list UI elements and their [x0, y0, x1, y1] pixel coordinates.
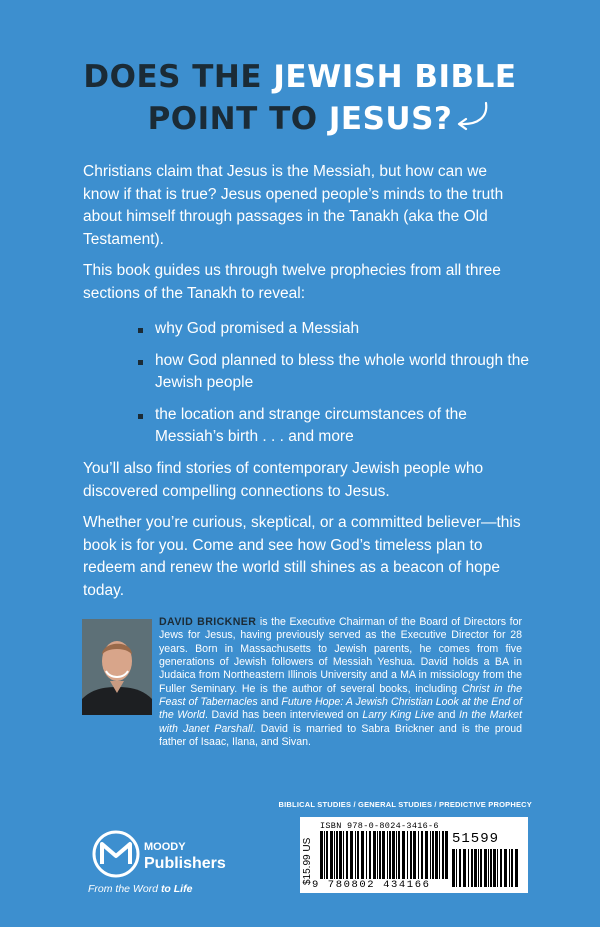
barcode-bar	[480, 849, 482, 887]
isbn-text: ISBN 978-0-8024-3416-6	[320, 821, 439, 831]
barcode-bar	[439, 831, 440, 879]
barcode-bar	[471, 849, 473, 887]
logo-text-publishers: Publishers	[144, 855, 226, 872]
barcode-bar	[326, 831, 328, 879]
price-label	[302, 825, 316, 885]
barcode-bar	[382, 831, 385, 879]
barcode-bar	[463, 849, 466, 887]
barcode-bar	[373, 831, 376, 879]
author-name: DAVID BRICKNER	[159, 616, 257, 628]
barcode-bar	[493, 849, 496, 887]
bullet-item-birth: the location and strange circumstances of the Messiah’s birth . . . and more	[135, 404, 535, 449]
barcode-bar	[445, 831, 448, 879]
barcode-bar	[334, 831, 335, 879]
barcode-bar	[369, 831, 371, 879]
headline-line-2	[0, 98, 600, 140]
barcode-box	[300, 817, 528, 893]
barcode-bar	[402, 831, 405, 879]
headline-line1-light: JEWISH BIBLE	[273, 59, 517, 95]
tagline-prefix: From the Word	[88, 883, 161, 895]
bio-text-3: . David is married to Sabra Brickner and is the proud father of Isaac, Ilana, and Sivan.	[159, 722, 522, 749]
barcode-bar	[500, 849, 502, 887]
barcode-bar	[478, 849, 479, 887]
barcode-bar	[413, 831, 416, 879]
barcode-bar	[387, 831, 388, 879]
barcode-bar	[488, 849, 489, 887]
publisher-tagline	[88, 883, 193, 895]
barcode-bar	[432, 831, 434, 879]
ean-barcode	[320, 831, 448, 879]
barcode-bar	[490, 849, 492, 887]
barcode-bar	[435, 831, 438, 879]
prophecy-bullet-list	[135, 318, 535, 458]
tagline-suffix: to Life	[160, 883, 193, 895]
barcode-bar	[346, 831, 348, 879]
barcode-bar	[339, 831, 342, 879]
category-line: BIBLICAL STUDIES / GENERAL STUDIES / PREDICTIVE PROPHECY	[278, 800, 532, 809]
publisher-logo	[88, 830, 278, 900]
barcode-bar	[336, 831, 338, 879]
price-code: 51599	[452, 831, 500, 847]
barcode-bar	[452, 849, 455, 887]
barcode-bar	[430, 831, 431, 879]
stories-paragraph: You’ll also find stories of contemporary Jewish people who discovered compelling connections to Jesus.	[83, 460, 484, 500]
author-bio	[159, 616, 522, 749]
barcode-bar	[410, 831, 412, 879]
author-photo	[82, 619, 152, 715]
price-text: $15.99 US	[302, 837, 313, 885]
barcode-bar	[504, 849, 507, 887]
book-title-1: Christ in the Feast of Tabernacles	[159, 682, 522, 709]
barcode-bar	[389, 831, 391, 879]
barcode-bar	[357, 831, 359, 879]
barcode-bar	[407, 831, 408, 879]
barcode-bar	[497, 849, 498, 887]
headline-line1-dark: DOES THE	[83, 59, 274, 95]
barcode-bar	[350, 831, 353, 879]
bio-and-1: and	[257, 696, 282, 709]
ean-digits: 9 780802 434166	[312, 879, 431, 891]
barcode-bar	[355, 831, 356, 879]
barcode-bar	[379, 831, 381, 879]
barcode-bar	[418, 831, 419, 879]
headline	[0, 56, 600, 140]
barcode-bar	[361, 831, 364, 879]
bio-and-2: and	[434, 709, 459, 722]
show-title-2: In the Market with Janet Parshall	[159, 709, 523, 735]
show-title-1: Larry King Live	[362, 709, 435, 722]
barcode-bar	[343, 831, 344, 879]
barcode-bar	[484, 849, 487, 887]
barcode-bar	[320, 831, 323, 879]
barcode-bar	[456, 849, 457, 887]
barcode-bar	[442, 831, 444, 879]
guide-paragraph: This book guides us through twelve prophecies from all three sections of the Tanakh to reveal:	[83, 262, 501, 302]
barcode-bar	[330, 831, 333, 879]
headline-line2-dark: POINT TO	[147, 101, 329, 137]
bio-text-2: . David has been interviewed on	[204, 709, 363, 722]
book-title-2: Future Hope: A Jewish Christian Look at the End of the World	[159, 696, 523, 722]
barcode-bar	[398, 831, 400, 879]
barcode-bar	[511, 849, 513, 887]
barcode-bar	[509, 849, 510, 887]
barcode-bar	[468, 849, 469, 887]
barcode-bar	[392, 831, 395, 879]
barcode-bar	[425, 831, 428, 879]
logo-text-moody: MOODY	[144, 841, 186, 853]
barcode-bar	[366, 831, 367, 879]
price-barcode	[452, 849, 522, 887]
curved-arrow-icon	[452, 101, 492, 131]
barcode-bar	[474, 849, 477, 887]
invitation-paragraph: Whether you’re curious, skeptical, or a committed believer—this book is for you. Come and see how God’s timeless plan to redeem and renew the world still shines as a beacon of hope today.	[83, 514, 521, 599]
barcode-bar	[421, 831, 423, 879]
bio-text-1: is the Executive Chairman of the Board of Directors for Jews for Jesus, having previously served as the Executive Director for 28 years. Born in Massachusetts to Jewish parents, he comes from five generations of Jewish followers of Messiah Yeshua. David holds a BA in Judaica from Northeastern Illinois University and a MA in missiology from the Fuller Seminary. He is the author of several books, including	[159, 616, 522, 695]
headline-line-1	[0, 56, 600, 98]
barcode-bar	[515, 849, 518, 887]
barcode-bar	[396, 831, 397, 879]
barcode-bar	[324, 831, 325, 879]
barcode-bar	[459, 849, 461, 887]
bullet-item-messiah: why God promised a Messiah	[135, 318, 535, 341]
intro-paragraph: Christians claim that Jesus is the Messiah, but how can we know if that is true? Jesus opened people’s minds to the truth about himself through passages in the Tanakh (aka the Old Testament).	[83, 163, 504, 248]
headline-line2-light: JESUS?	[328, 101, 453, 137]
barcode-bar	[377, 831, 378, 879]
bullet-item-bless-world: how God planned to bless the whole world through the Jewish people	[135, 350, 535, 395]
